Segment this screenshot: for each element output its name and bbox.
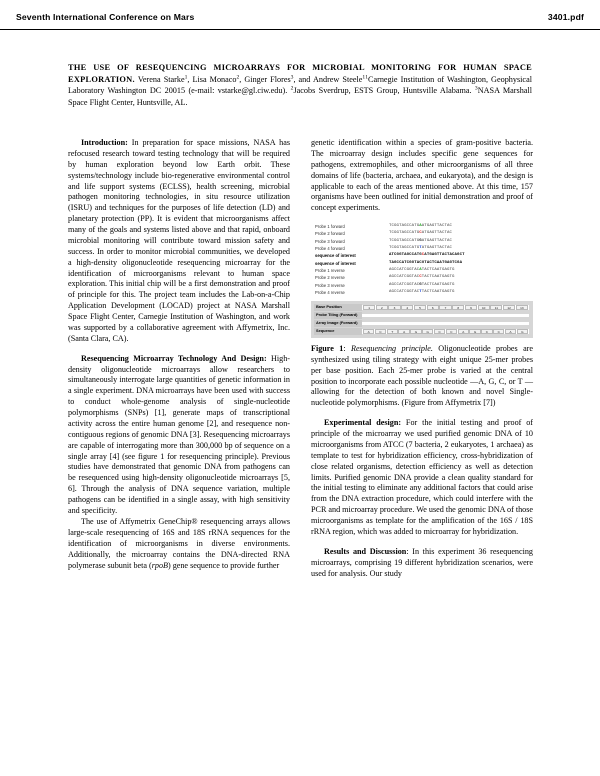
page-title: THE USE OF RESEQUENCING MICROARRAYS FOR MICROBIAL MONITORING FOR HUMAN SPACE EXPLORATION.	[68, 63, 532, 84]
experimental-design-paragraph	[311, 418, 533, 538]
results-discussion-heading: Results and Discussion	[324, 546, 407, 556]
sequence-prefix: AGCCATCGGTAC	[389, 267, 420, 272]
header-divider	[0, 29, 600, 30]
probe-tiling-column	[465, 315, 477, 317]
sequence-cell: C	[481, 329, 492, 333]
probe-sequence-row	[315, 252, 531, 259]
base-position-label: Base Position	[314, 304, 362, 311]
probe-tiling-column	[478, 315, 490, 317]
array-image-column	[427, 323, 439, 325]
technology-heading: Resequencing Microarray Technology And Design:	[81, 353, 267, 363]
sequence-label: Sequence	[314, 328, 362, 335]
array-image-column	[363, 323, 375, 325]
conference-name: Seventh International Conference on Mars	[16, 12, 195, 22]
probe-sequence-row	[315, 267, 531, 274]
sequence-cell: A	[458, 329, 469, 333]
sequence-cell: C	[446, 329, 457, 333]
sequence-suffix: TACTCAATGAGTG	[421, 267, 455, 272]
affymetrix-body-b: ) gene sequence to provide further	[167, 560, 280, 570]
array-image-column	[452, 323, 464, 325]
sequence-cell: C	[434, 329, 445, 333]
sequence-cells	[362, 329, 529, 334]
sequence-cell: A	[505, 329, 516, 333]
base-position-cell: 9	[465, 305, 477, 309]
sequence-prefix: TCGGTAGCCATG	[389, 238, 420, 243]
sequence-central-nucleotide: C	[419, 275, 422, 280]
base-position-cell: 8	[452, 305, 464, 309]
sequence-row	[314, 328, 529, 335]
probe-sequence-panel	[311, 220, 533, 298]
sequence-suffix: ATGAGTTACTACAGCT	[424, 253, 465, 258]
sequence-cell: G	[410, 329, 421, 333]
introduction-body: In preparation for space missions, NASA has refocused research toward testing technology that will be required by human exploration beyond low Earth orbit. These systems/technology include bio-regenerative environmental control and life support systems (ECLSS), health screening, microbial pathogen monitoring technologies, in situ resource utilization (ISRU) and techniques for the purposes of life detection (LD) and planetary protection (PP). It is evident that microorganisms affect many of the goals and systems listed above and that rapid, onboard microbial monitoring will contribute toward mission safety and success. In order to monitor microbial communities, we developed a high-density oligonucleotide resequencing microarray for the identification of microorganisms relevant to human space exploration. This initial chip will be a first demonstration and proof of principle for this. The project team includes the Lab-on-a-Chip Application Development (LOCAD) project at NASA Marshall Space Flight Center, Carnegie Institution of Washington, and work was supported by a collaborative agreement with Affymetrix, Inc. (Santa Clara, CA).	[68, 138, 290, 343]
array-image-column	[439, 323, 451, 325]
sequence-cell: C	[375, 329, 386, 333]
probe-tiling-column	[376, 315, 388, 317]
probe-sequence-row	[315, 274, 531, 281]
array-image-column	[401, 323, 413, 325]
probe-tiling-column	[452, 315, 464, 317]
author-list	[68, 75, 532, 107]
sequence-prefix: TCGGTAGCCATG	[389, 231, 420, 236]
probe-tiling-column	[516, 315, 528, 317]
probe-sequence-bases	[389, 223, 452, 230]
sequence-central-nucleotide: C	[419, 231, 422, 236]
array-image-column	[465, 323, 477, 325]
base-position-cell: 10	[478, 305, 490, 309]
figure-caption-title: Resequencing principle.	[350, 343, 433, 353]
base-position-cell: 5	[414, 305, 426, 309]
array-image-cells	[362, 322, 529, 325]
sequence-suffix: TACTCAATGAGTG	[421, 282, 455, 287]
results-discussion-body: : In this experiment 36 resequencing microarrays, comprising 19 different hybridization scenarios, were used for analysis. Our study	[311, 546, 533, 578]
probe-tiling-column	[414, 315, 426, 317]
probe-sequence-row	[315, 282, 531, 289]
author-2-affil-marker: 2	[236, 73, 240, 80]
array-image-label: Array Image (Forward)	[314, 320, 362, 327]
sequence-cell: G	[469, 329, 480, 333]
author-3-affil-marker: 3	[290, 73, 294, 80]
sequence-cell: T	[387, 329, 398, 333]
author-1-affil-marker: 1	[184, 73, 188, 80]
base-position-cell: 11	[490, 305, 502, 309]
sequence-suffix: ATGAGTTACTAC	[421, 224, 453, 229]
affymetrix-paragraph	[68, 517, 290, 571]
probe-sequence-row-label: sequence of interest	[315, 260, 356, 266]
sequence-prefix: AGCCATCGGTAC	[389, 275, 420, 280]
affiliation-1-marker: 1	[365, 73, 368, 80]
probe-tiling-column	[439, 315, 451, 317]
sequence-suffix: TACTCAATGAGTG	[421, 275, 455, 280]
probe-tiling-column	[490, 315, 502, 317]
introduction-paragraph	[68, 138, 290, 345]
probe-sequence-bases	[389, 282, 455, 289]
author-4-affil-marker: 1	[362, 73, 366, 80]
sequence-prefix: TCGGTAGCCATG	[389, 246, 420, 251]
sequence-central-nucleotide: T	[419, 289, 422, 294]
experimental-design-body: For the initial testing and proof of principle of the microarray we used purified genomic DNA of 10 microorganisms from ATCC (7 bacteria, 2 eukaryotes, 1 archaea) as template to test for hybridization efficiency, cross-hybridization of close related organisms, detection efficiency as well as detection limits. Purified genomic DNA provide a clean quality standard for the initial testing to eliminate any additional factors that could arise from the DNA extraction procedure, which could interfere with the PCR and microarray procedure. We used the genomic DNA of those microorganisms as template for the amplification of the 16S / 18S rRNA region, which was added to microarray for hybridization.	[311, 418, 533, 536]
probe-sequence-row-label: Probe 4 reverse	[315, 289, 345, 295]
array-image-row	[314, 320, 529, 327]
base-position-cell: 12	[503, 305, 515, 309]
probe-sequence-row	[315, 245, 531, 252]
base-position-cell: 3	[388, 305, 400, 309]
array-image-column	[414, 323, 426, 325]
probe-sequence-row-label: Probe 1 reverse	[315, 267, 345, 273]
sequence-central-nucleotide: A	[419, 224, 422, 229]
author-1: Verena Starke	[137, 74, 185, 84]
sequence-suffix: ATGAGTTACTAC	[421, 231, 453, 236]
sequence-prefix: ATCGGTAGCCATG	[389, 253, 422, 258]
array-image-column	[503, 323, 515, 325]
running-header	[0, 12, 600, 30]
probe-sequence-row-label: Probe 3 forward	[315, 238, 345, 244]
base-position-cell: 6	[427, 305, 439, 309]
probe-sequence-bases	[389, 245, 452, 252]
probe-tiling-label: Probe Tiling (Forward)	[314, 312, 362, 319]
probe-sequence-row	[315, 260, 531, 267]
sequence-prefix: TAGCCATCGGTAC	[389, 260, 422, 265]
results-discussion-paragraph	[311, 547, 533, 580]
base-position-row	[314, 304, 529, 311]
base-position-cell: 4	[401, 305, 413, 309]
probe-sequence-row-label: Probe 2 forward	[315, 231, 345, 237]
figure-number: Figure 1	[311, 343, 344, 353]
probe-sequence-row	[315, 289, 531, 296]
probe-sequence-bases	[389, 289, 455, 296]
tiling-grid-panel	[311, 301, 533, 338]
array-image-column	[478, 323, 490, 325]
probe-tiling-row	[314, 312, 529, 319]
sequence-cell: G	[422, 329, 433, 333]
array-image-column	[388, 323, 400, 325]
technology-paragraph	[68, 354, 290, 517]
affiliation-2-marker: 2	[290, 85, 294, 92]
sequence-central-nucleotide: G	[419, 282, 422, 287]
probe-sequence-bases	[389, 230, 452, 237]
figure-1	[311, 220, 533, 409]
probe-tiling-column	[401, 315, 413, 317]
sequence-central-nucleotide: G	[421, 260, 425, 265]
introduction-heading: Introduction:	[81, 138, 128, 147]
sequence-suffix: ATGAGTTACTAC	[421, 246, 453, 251]
left-column	[68, 138, 290, 572]
author-4: , and Andrew Steele	[293, 74, 363, 84]
figure-caption-separator: :	[343, 343, 351, 353]
probe-sequence-row	[315, 223, 531, 230]
sequence-cell: A	[398, 329, 409, 333]
technology-body: High-density oligonucleotide microarrays allow researchers to simultaneously interrogate large quantities of genetic information in a single experiment. DNA microarrays have been used with success to conduct whole-genome analysis of single-nucleotide polymorphisms (SNPs) [1], generate maps of transcriptional activity across the entire human genome [2], and resequence non-contiguous regions of genomic DNA [3]. Resequencing microarrays are capable of interrogating more than 300,000 bp of sequence on a single array [4] (see figure 1 for resequencing principle). Previous studies have demonstrated that genomic DNA from pathogens can be resequenced using high-density oligonucleotide microarrays [5, 6]. Through the analysis of DNA sequence variation, multiple pathogens can be identified in a single assay, with high sensitivity and specificity.	[68, 353, 290, 515]
sequence-central-nucleotide: C	[421, 253, 425, 258]
probe-tiling-column	[363, 315, 375, 317]
sequence-prefix: AGCCATCGGTAC	[389, 282, 420, 287]
figure-caption-body: Oligonucleotide probes are synthesized using tiling strategy with eight unique 25-mer probes per base position. Each 25-mer probe is varied at the central position to incorporate each possible nucleotide —A, G, C, or T — allowing for the detection of both known and novel Single-nucleotide polymorphisms. (Figure from Affymetrix [7])	[311, 343, 533, 408]
probe-tiling-column	[427, 315, 439, 317]
probe-sequence-row-label: Probe 4 forward	[315, 246, 345, 252]
probe-tiling-column	[388, 315, 400, 317]
probe-sequence-row-label: Probe 2 reverse	[315, 275, 345, 281]
affiliation-3-marker: 3	[474, 85, 478, 92]
sequence-prefix: AGCCATCGGTAC	[389, 289, 420, 294]
base-position-cell: 13	[516, 305, 528, 309]
author-2: , Lisa Monaco	[187, 74, 237, 84]
probe-sequence-row	[315, 230, 531, 237]
sequence-cell: C	[493, 329, 504, 333]
figure-1-caption	[311, 344, 533, 409]
sequence-suffix: TACTCAATGAGTCGA	[424, 260, 463, 265]
affiliation-2: Jacobs Sverdrup, ESTS Group, Huntsville Alabama.	[293, 86, 475, 96]
base-position-cell: 7	[439, 305, 451, 309]
author-3: , Ginger Flores	[239, 74, 291, 84]
gene-name-rpob: rpoB	[151, 560, 168, 570]
right-column	[311, 138, 533, 580]
array-image-column	[516, 323, 528, 325]
title-block	[68, 62, 532, 108]
sequence-central-nucleotide: G	[419, 238, 422, 243]
file-identifier: 3401.pdf	[547, 12, 584, 22]
experimental-design-heading: Experimental design:	[324, 418, 402, 428]
probe-tiling-cells	[362, 314, 529, 317]
probe-sequence-row	[315, 238, 531, 245]
affiliation-3: NASA Marshall Space Flight Center, Huntsville, AL.	[68, 86, 532, 107]
sequence-prefix: TCGGTAGCCATG	[389, 224, 420, 229]
probe-sequence-bases	[389, 252, 465, 259]
sequence-cell: G	[517, 329, 528, 333]
array-image-column	[490, 323, 502, 325]
sequence-suffix: TACTCAATGAGTG	[421, 289, 455, 294]
sequence-central-nucleotide: A	[419, 267, 422, 272]
probe-sequence-row-label: Probe 3 reverse	[315, 282, 345, 288]
sequence-central-nucleotide: T	[419, 246, 422, 251]
sequence-cell: A	[363, 329, 374, 333]
sequence-suffix: ATGAGTTACTAC	[421, 238, 453, 243]
array-image-column	[376, 323, 388, 325]
probe-sequence-row-label: sequence of interest	[315, 253, 356, 259]
affymetrix-body-a: The use of Affymetrix GeneChip® resequencing arrays allows large-scale resequencing of 16S and 18S rRNA sequences for the identification of microorganisms in diverse environments. Additionally, the microarray contains the DNA-directed RNA polymerase subunit beta (	[68, 517, 290, 570]
probe-sequence-bases	[389, 238, 452, 245]
probe-tiling-column	[503, 315, 515, 317]
probe-sequence-bases	[389, 260, 462, 267]
base-position-cell: 1	[363, 305, 375, 309]
probe-sequence-row-label: Probe 1 forward	[315, 224, 345, 230]
probe-sequence-bases	[389, 267, 455, 274]
continued-paragraph: genetic identification within a species of gram-positive bacteria. The microarray design includes specific gene sequences for pathogens, extremophiles, and other microorganisms of all three domains of life (bacteria, archaea, and eukaryota), and the design is applicable to each of the areas mentioned above. At this time, 157 organisms have been outlined for initial demonstration and proof of concept experiments.	[311, 138, 533, 213]
affiliation-1: Carnegie Institution of Washington, Geophysical Laboratory Washington DC 20015 (e-mail: vstarke@gl.ciw.edu).	[68, 74, 532, 96]
base-position-cell: 2	[376, 305, 388, 309]
base-position-cells	[362, 305, 529, 310]
figure-1-image	[311, 220, 533, 338]
probe-sequence-bases	[389, 274, 455, 281]
